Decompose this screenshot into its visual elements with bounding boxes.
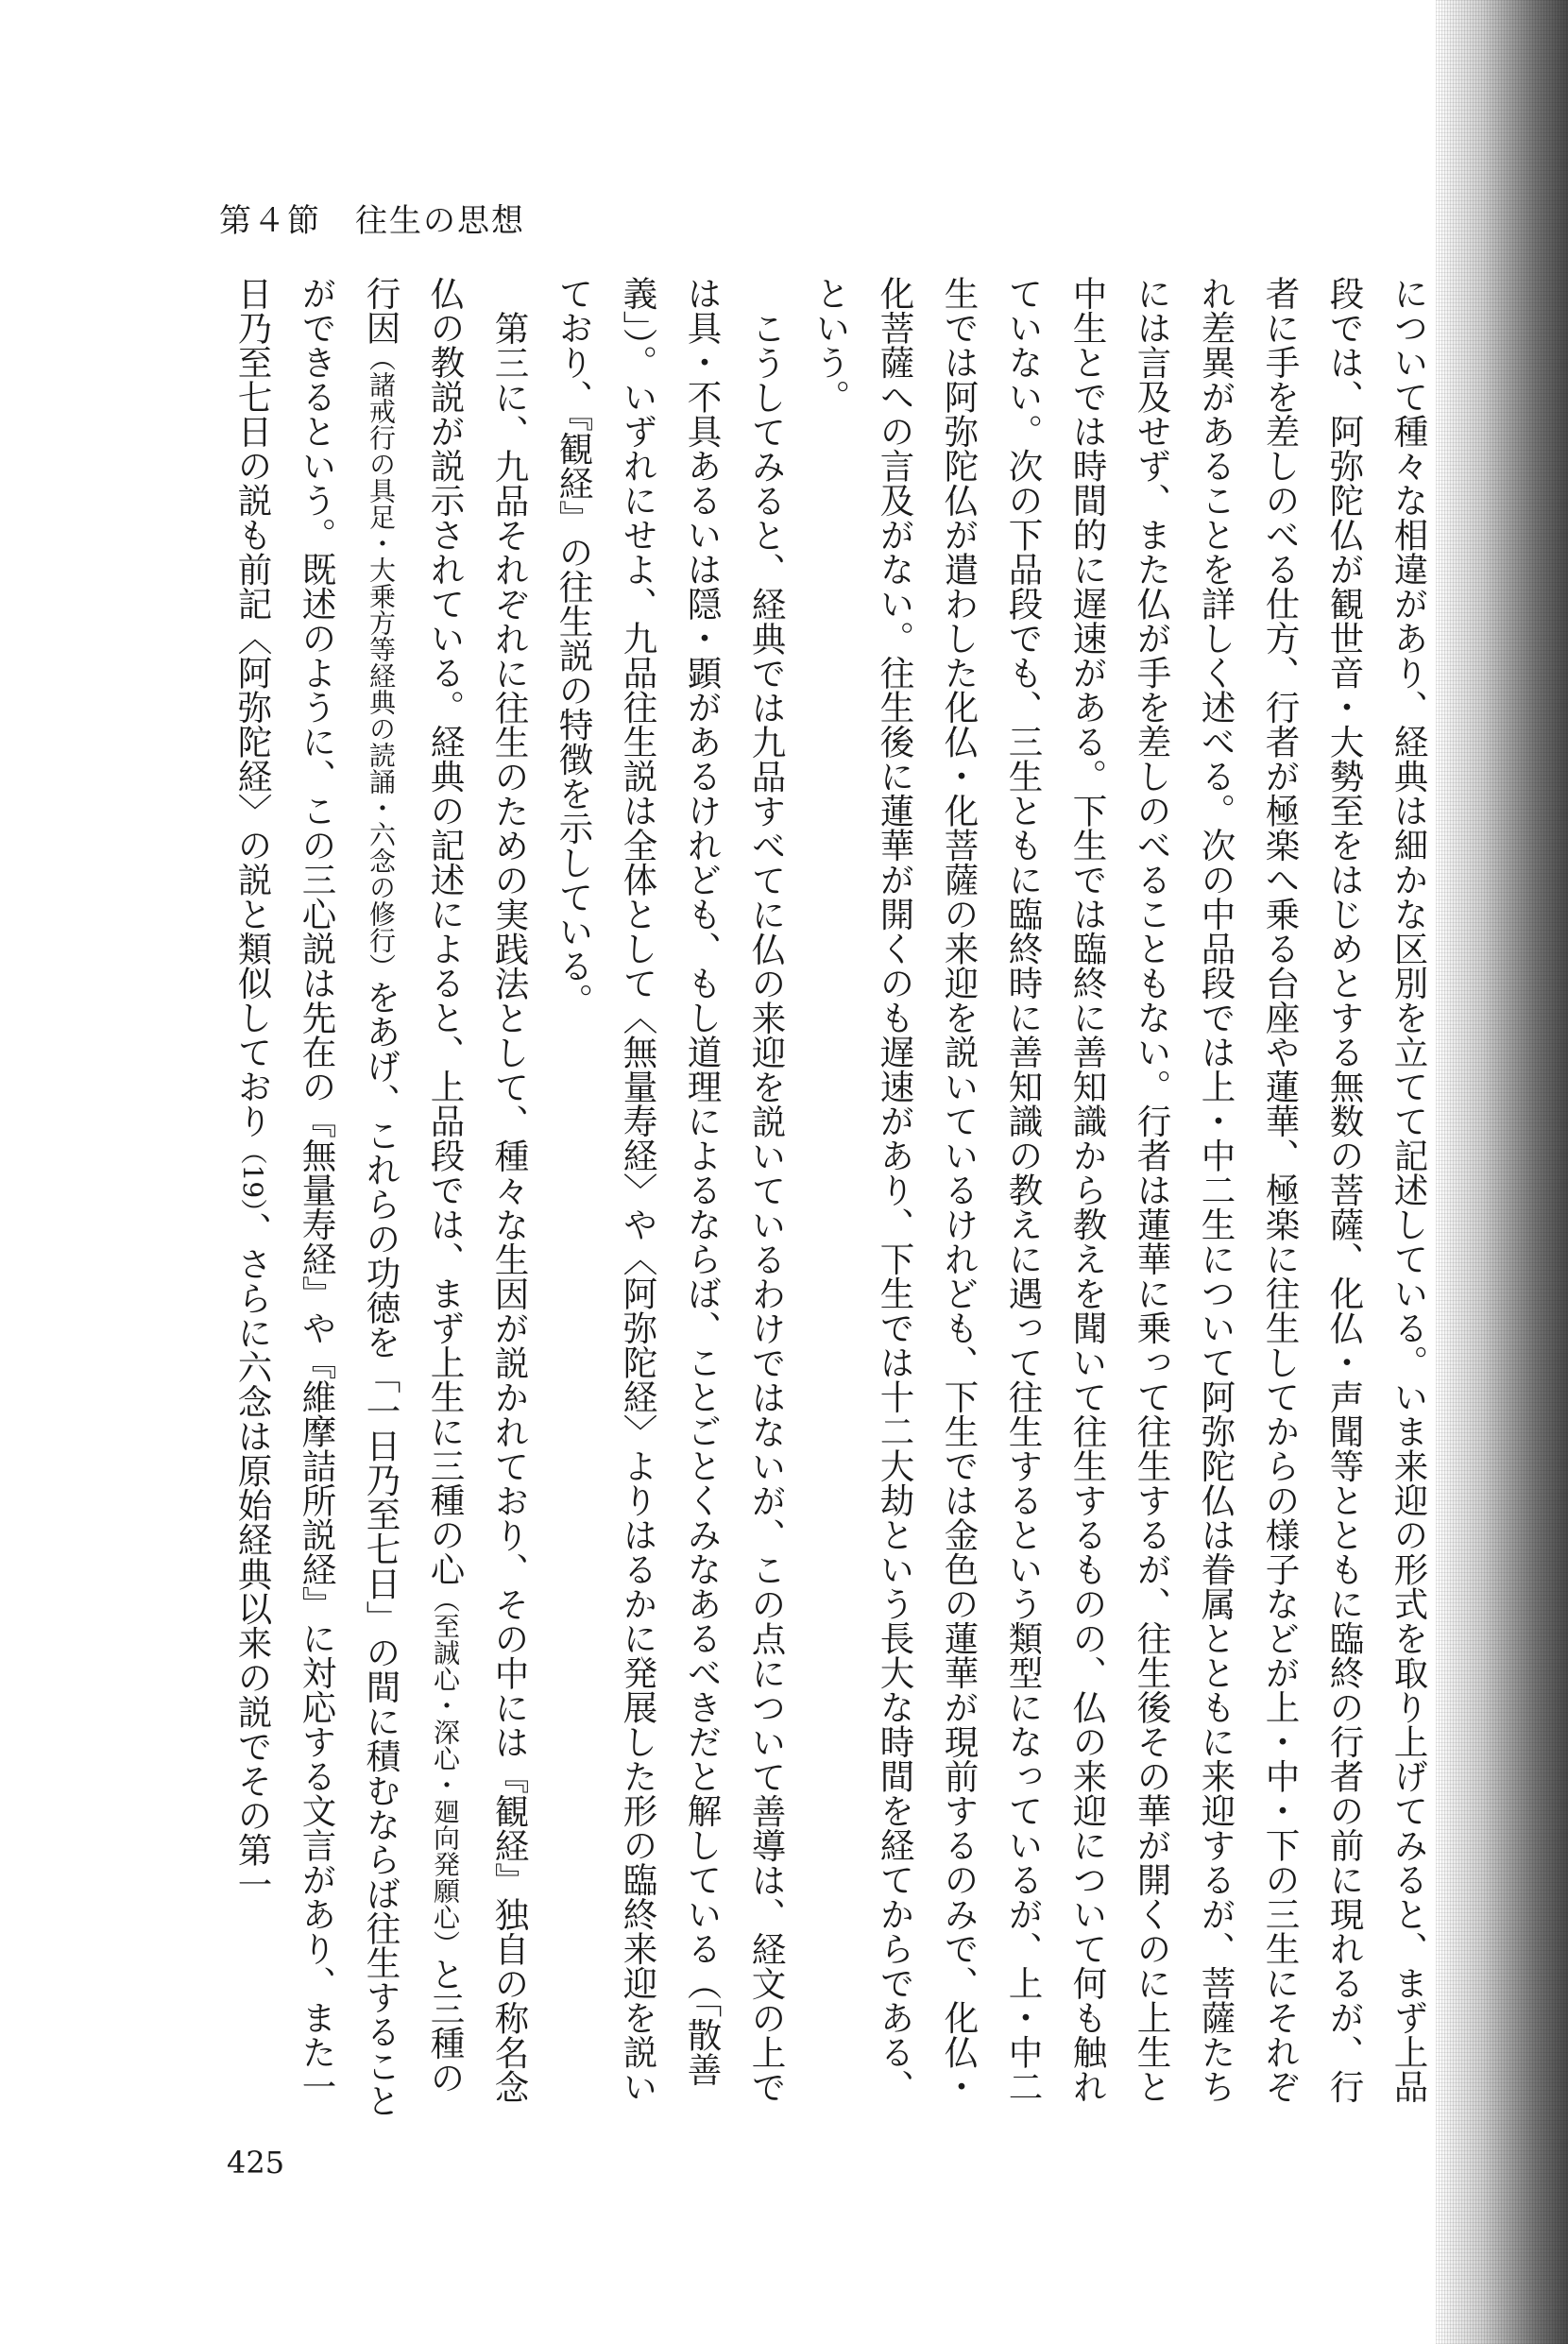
scan-edge-shadow	[1436, 0, 1568, 2344]
inline-annotation: （諸戒行の具足・大乗方等経典の読誦・六念の修行）	[366, 345, 397, 980]
paragraph-text: と三種の行因	[361, 276, 466, 2095]
footnote-marker: （19）	[237, 1138, 268, 1212]
paragraph-1	[798, 276, 1440, 2128]
paragraph-text: 、さらに六念は原始経典以来の説でその第一	[232, 1211, 273, 1902]
paragraph-3	[220, 276, 541, 2128]
inline-annotation: （至誠心・深心・廻向発願心）	[430, 1586, 461, 1957]
paragraph-text: について種々な相違があり、経典は細かな区別を立てて記述している。いま来迎の形式を取り上げてみると、まず上品段では、阿弥陀仏が観世音・大勢至をはじめとする無数の菩薩、化仏・声聞等とともに臨終の行者の前に現れるが、行者に手を差しのべる仕方、行者が極楽へ乗る台座や蓮華、極楽に往生してからの様子などが上・中・下の三生にそれぞれ差異があることを詳しく述べる。次の中品段では上・中二生について阿弥陀仏は眷属とともに来迎するが、菩薩たちには言及せず、また仏が手を差しのべることもない。行者は蓮華に乗って往生するが、往生後その華が開くのに上生と中生とでは時間的に遅速がある。下生では臨終に善知識から教えを聞いて往生するものの、仏の来迎について何も触れていない。次の下品段でも、三生ともに臨終時に善知識の教えに遇って往生するという類型になっているが、上・中二生では阿弥陀仏が遣わした化仏・化菩薩の来迎を説いているけれども、下生では金色の蓮華が現前するのみで、化仏・化菩薩への言及がない。往生後に蓮華が開くのも遅速があり、下生では十二大劫という長大な時間を経てからである、という。	[810, 276, 1429, 2104]
paragraph-text: をあげ、これらの功徳を「一日乃至七日」の間に積むならば往生することができるという。既述のように、この三心説は先在の『無量寿経』や『維摩詰所説経』に対応する文言があり、また一日乃至七日の説も前記〈阿弥陀経〉の説と類似しており	[232, 276, 401, 2118]
paragraph-2	[541, 276, 798, 2128]
paragraph-text: こうしてみると、経典では九品すべてに仏の来迎を説いているわけではないが、この点について善導は、経文の上では具・不具あるいは隠・顕があるけれども、もし道理によるならば、ことごとくみなあるべきだと解している（「散善義」）。いずれにせよ、九品往生説は全体として〈無量寿経〉や〈阿弥陀経〉よりはるかに発展した形の臨終来迎を説いており、『観経』の往生説の特徴を示している。	[554, 276, 787, 2104]
page-number: 425	[227, 2145, 285, 2181]
running-header: 第４節 往生の思想	[219, 202, 525, 240]
vertical-text-body	[194, 276, 1440, 2128]
paragraph-text: 第三に、九品それぞれに往生のための実践法として、種々な生因が説かれており、その中には『観経』独自の称名念仏の教説が説示されている。経典の記述によると、上品段では、まず上生に三種の心	[425, 276, 530, 2104]
